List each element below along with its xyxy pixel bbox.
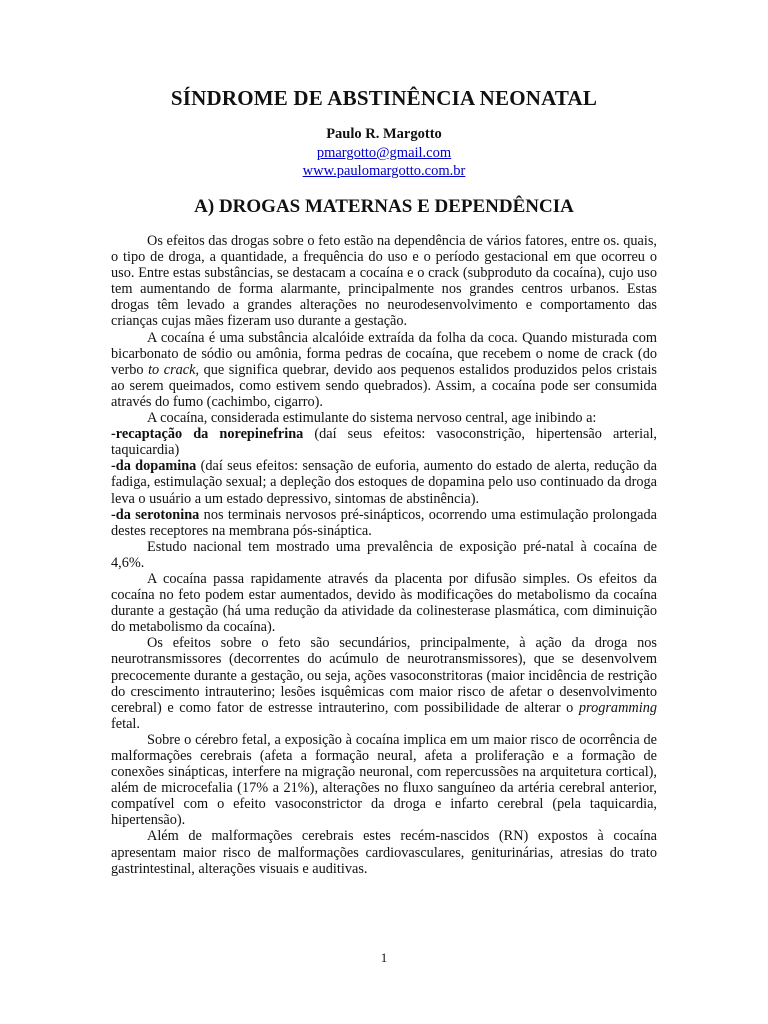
paragraph-text: nos terminais nervosos pré-sinápticos, ocorrendo uma estimulação prolongada destes receptores na membrana pós-sináptica.: [111, 506, 658, 539]
paragraph-malformations: Além de malformações cerebrais estes recém-nascidos (RN) expostos à cocaína apresentam maior risco de malformações cardiovasculares, geniturinárias, atresias do trato gastrintestinal, alterações visuais e auditivas.: [111, 828, 657, 877]
website-link[interactable]: www.paulomargotto.com.br: [302, 163, 466, 179]
paragraph-text: (daí seus efeitos: sensação de euforia, aumento do estado de alerta, redução da fadiga, estimulação sexual; a depleção dos estoques de dopamina pelo uso continuado da droga leva o usuário a um estado depressivo, sintomas de abstinência).: [111, 458, 657, 507]
paragraph-cocaine-definition: [111, 330, 657, 410]
email-link[interactable]: pmargotto@gmail.com: [316, 145, 452, 161]
italic-term: to crack: [148, 361, 196, 378]
bold-term: -da serotonina: [111, 506, 200, 523]
paragraph-placenta: A cocaína passa rapidamente através da placenta por difusão simples. Os efeitos da cocaína no feto podem estar aumentados, devido às modificações do metabolismo da cocaína durante a gestação (há uma redução da atividade da colinesterase plasmática, com diminuição do metabolismo da cocaína).: [111, 570, 657, 636]
author-name: Paulo R. Margotto: [326, 126, 442, 142]
page-number: 1: [380, 950, 388, 965]
paragraph-intro: Os efeitos das drogas sobre o feto estão na dependência de vários fatores, entre os. quais, o tipo de droga, a quantidade, a frequência do uso e o período gestacional em que ocorreu o uso. Entre estas substâncias, se destacam a cocaína e o crack (subproduto da cocaína), cujo uso tem aumentando de forma alarmante, principalmente nos grandes centros urbanos. Estas drogas têm levado a grandes alterações no neurodesenvolvimento e comportamento das crianças cujas mães fizeram uso durante a gestação.: [111, 233, 657, 330]
paragraph-text: , que significa quebrar, devido aos pequenos estalidos produzidos pelos cristais ao serem queimados, como estivem sendo quebrados). Assim, a cocaína pode ser consumida através do fumo (cachimbo, cigarro).: [111, 361, 657, 410]
italic-term: programming: [578, 699, 657, 716]
paragraph-text: Os efeitos sobre o feto são secundários, principalmente, à ação da droga nos neurotransmissores (decorrentes do acúmulo de neurotransmissores), que se desenvolvem precocemente durante a gestação, ou seja, ações vasoconstritoras (maior incidência de restrição do crescimento intrauterino; lesões isquêmicas com maior risco de afetar o desenvolvimento cerebral) e como fator de estresse intrauterino, com possibilidade de alterar o: [111, 635, 657, 716]
paragraph-text: (daí seus efeitos: vasoconstrição, hipertensão arterial, taquicardia): [111, 426, 657, 459]
author-email: [0, 145, 768, 162]
list-item-norepinephrine: [111, 426, 657, 458]
bold-term: -da dopamina: [111, 458, 197, 475]
author-website: [0, 163, 768, 180]
list-item-dopamine: [111, 458, 657, 506]
list-item-serotonin: [111, 507, 657, 539]
bold-term: -recaptação da norepinefrina: [111, 426, 304, 443]
section-heading: A) DROGAS MATERNAS E DEPENDÊNCIA: [194, 196, 574, 217]
paragraph-text: fetal.: [111, 715, 140, 732]
paragraph-fetal-effects: [111, 635, 657, 732]
paragraph-prevalence: Estudo nacional tem mostrado uma prevalência de exposição pré-natal à cocaína de 4,6%.: [111, 538, 657, 571]
document-title: SÍNDROME DE ABSTINÊNCIA NEONATAL: [170, 86, 598, 110]
paragraph-fetal-brain: Sobre o cérebro fetal, a exposição à cocaína implica em um maior risco de ocorrência de malformações cerebrais (afeta a formação neural, afeta a proliferação e a formação de conexões sinápticas, interfere na migração neuronal, com repercussões na arquitetura cortical), além de microcefalia (17% a 21%), alterações no fluxo sanguíneo da artéria cerebral anterior, compatível com o efeito vasoconstrictor da droga e infarto cerebral (pela taquicardia, hipertensão).: [111, 731, 657, 829]
paragraph-cns-stimulant: A cocaína, considerada estimulante do sistema nervoso central, age inibindo a:: [147, 410, 597, 427]
document-body: [111, 233, 657, 877]
paragraph-text: A cocaína é uma substância alcalóide extraída da folha da coca. Quando misturada com bicarbonato de sódio ou amônia, forma pedras de cocaína, que recebem o nome de crack (do verbo: [111, 329, 657, 378]
